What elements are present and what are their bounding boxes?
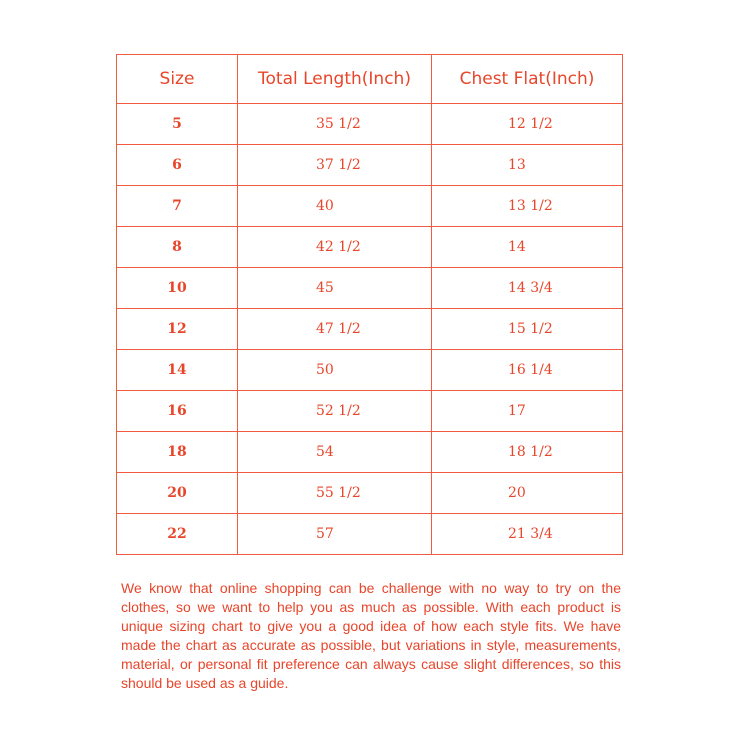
cell-total-length: 37 1/2 <box>238 145 432 186</box>
cell-total-length: 52 1/2 <box>238 391 432 432</box>
cell-chest-flat: 14 <box>432 227 623 268</box>
table-row <box>117 186 623 227</box>
cell-total-length: 55 1/2 <box>238 473 432 514</box>
cell-chest-flat: 13 1/2 <box>432 186 623 227</box>
cell-total-length: 47 1/2 <box>238 309 432 350</box>
table-row <box>117 473 623 514</box>
header-chest-flat: Chest Flat(Inch) <box>432 55 623 104</box>
cell-chest-flat: 14 3/4 <box>432 268 623 309</box>
table-row <box>117 268 623 309</box>
cell-chest-flat: 15 1/2 <box>432 309 623 350</box>
cell-chest-flat: 17 <box>432 391 623 432</box>
cell-size: 20 <box>117 473 238 514</box>
sizing-note: We know that online shopping can be challenge with no way to try on the clothes, so we want to help you as much as possible. With each product is unique sizing chart to give you a good idea of how each style fits. We have made the chart as accurate as possible, but variations in style, measurements, material, or personal fit preference can always cause slight differences, so this should be used as a guide. <box>121 580 621 691</box>
table-row <box>117 145 623 186</box>
cell-size: 14 <box>117 350 238 391</box>
cell-size: 12 <box>117 309 238 350</box>
cell-chest-flat: 18 1/2 <box>432 432 623 473</box>
table-row <box>117 227 623 268</box>
table-row <box>117 391 623 432</box>
header-total-length: Total Length(Inch) <box>238 55 432 104</box>
table-row <box>117 104 623 145</box>
cell-size: 22 <box>117 514 238 555</box>
table-row <box>117 514 623 555</box>
cell-total-length: 54 <box>238 432 432 473</box>
table-row <box>117 432 623 473</box>
cell-chest-flat: 20 <box>432 473 623 514</box>
cell-chest-flat: 16 1/4 <box>432 350 623 391</box>
cell-size: 6 <box>117 145 238 186</box>
cell-total-length: 35 1/2 <box>238 104 432 145</box>
table-row <box>117 350 623 391</box>
cell-chest-flat: 13 <box>432 145 623 186</box>
cell-total-length: 42 1/2 <box>238 227 432 268</box>
table-body <box>117 104 623 555</box>
cell-size: 18 <box>117 432 238 473</box>
cell-size: 10 <box>117 268 238 309</box>
table-header-row <box>117 55 623 104</box>
table-row <box>117 309 623 350</box>
cell-total-length: 45 <box>238 268 432 309</box>
cell-total-length: 50 <box>238 350 432 391</box>
cell-chest-flat: 12 1/2 <box>432 104 623 145</box>
cell-size: 16 <box>117 391 238 432</box>
cell-size: 8 <box>117 227 238 268</box>
cell-size: 7 <box>117 186 238 227</box>
cell-size: 5 <box>117 104 238 145</box>
header-size: Size <box>117 55 238 104</box>
cell-total-length: 40 <box>238 186 432 227</box>
cell-chest-flat: 21 3/4 <box>432 514 623 555</box>
size-chart-table <box>116 54 623 555</box>
cell-total-length: 57 <box>238 514 432 555</box>
